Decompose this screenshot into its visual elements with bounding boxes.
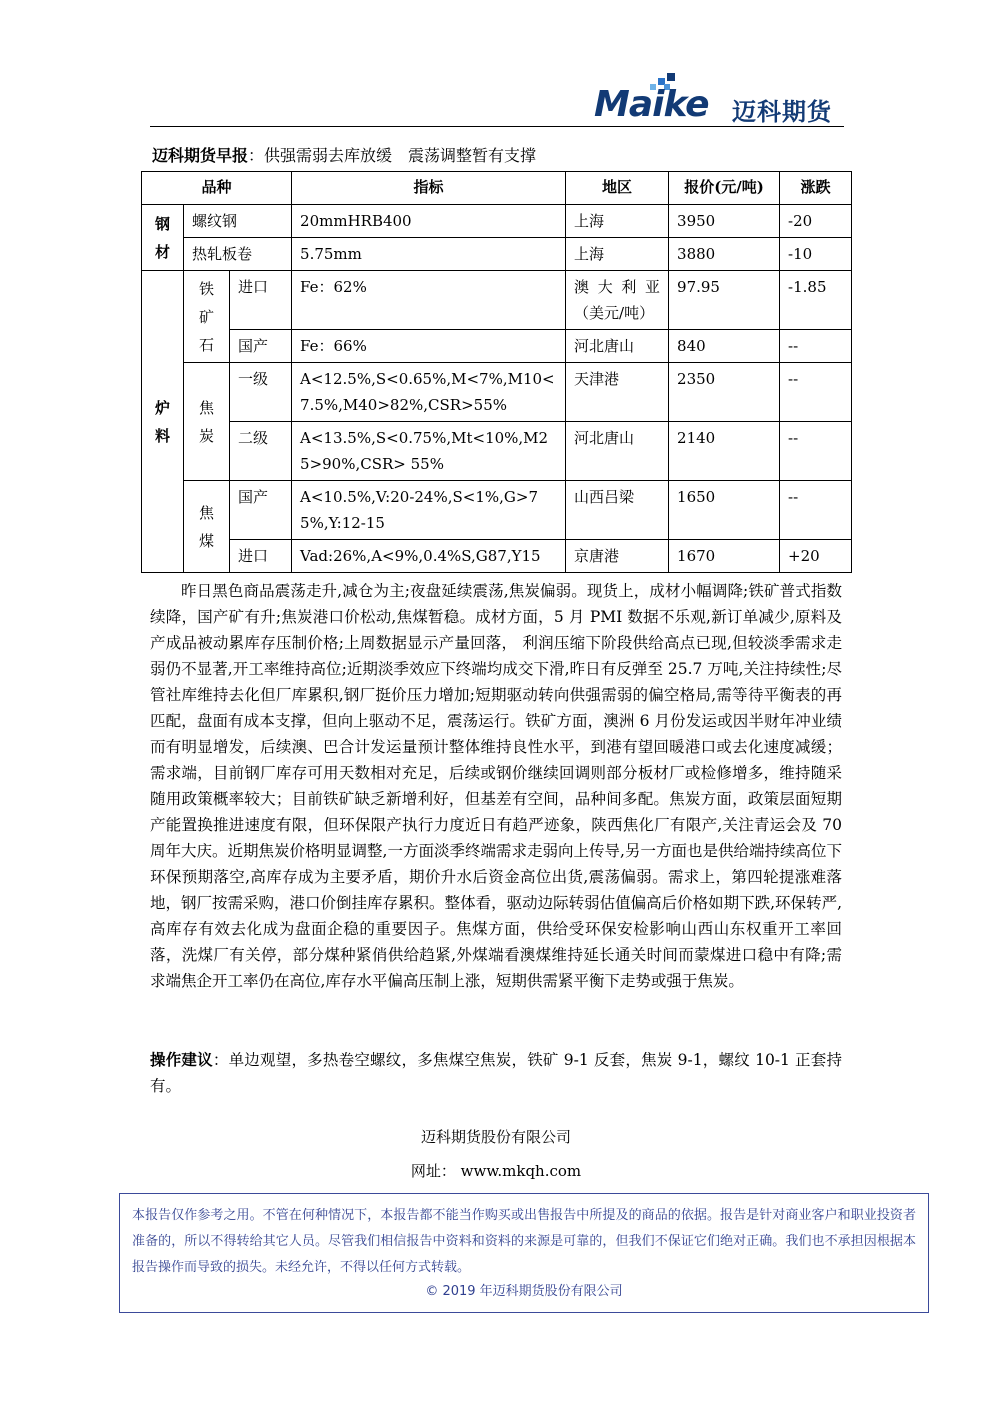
change-cell: -20: [780, 205, 852, 238]
spec-cell: A<12.5%,S<0.65%,M<7%,M10<7.5%,M40>82%,CSR>55%: [292, 363, 566, 422]
change-cell: --: [780, 363, 852, 422]
region-cell: 山西吕梁: [566, 481, 669, 540]
region-cell: 京唐港: [566, 540, 669, 573]
spec-cell: A<13.5%,S<0.75%,Mt<10%,M25>90%,CSR> 55%: [292, 422, 566, 481]
type-cell: 二级: [230, 422, 292, 481]
copyright: © 2019 年迈科期货股份有限公司: [425, 1284, 623, 1299]
spec-cell: Vad:26%,A<9%,0.4%S,G87,Y15: [292, 540, 566, 573]
price-cell: 1650: [669, 481, 780, 540]
type-cell: 国产: [230, 481, 292, 540]
report-title-rest: ：供强需弱去库放缓 震荡调整暂有支撑: [248, 146, 537, 165]
company-name: 迈科期货股份有限公司: [420, 1128, 571, 1146]
table-row: [142, 330, 852, 363]
advice-text: ：单边观望，多热卷空螺纹，多焦煤空焦炭，铁矿 9-1 反套，焦炭 9-1，螺纹 10-1 正套持有。: [150, 1051, 842, 1095]
subcategory-coke: 焦炭: [184, 363, 230, 481]
type-cell: 国产: [230, 330, 292, 363]
website-label: 网址：: [410, 1162, 456, 1180]
disclaimer-box: [119, 1193, 929, 1313]
header-variety: 品种: [142, 172, 292, 205]
company-logo: [592, 72, 842, 132]
price-cell: 3950: [669, 205, 780, 238]
price-cell: 2350: [669, 363, 780, 422]
region-unit: （美元/吨）: [574, 304, 655, 322]
market-commentary: [150, 578, 842, 994]
variety-name: 螺纹钢: [184, 205, 292, 238]
disclaimer-text: 本报告仅作参考之用。不管在何种情况下，本报告都不能当作购买或出售报告中所提及的商品的依据。报告是针对商业客户和职业投资者准备的，所以不得转给其它人员。尽管我们相信报告中资料和资料的来源是可靠的，但我们不保证它们绝对正确。我们也不承担因根据本报告操作而导致的损失。未经允许，不得以任何方式转载。: [132, 1208, 916, 1275]
commentary-paragraph: 昨日黑色商品震荡走升,减仓为主;夜盘延续震荡,焦炭偏弱。现货上，成材小幅调降;铁矿普式指数续降，国产矿有升;焦炭港口价松动,焦煤暂稳。成材方面，5 月 PMI 数据不乐观,新订单减少,原料及产成品被动累库存压制价格;上周数据显示产量回落， 利润压缩下阶段供给高点已现,但较淡季需求走弱仍不显著,开工率维持高位;近期淡季效应下终端均成交下滑,昨日有反弹至 25.7 万吨,关注持续性;尽管社库维持去化但厂库累积,钢厂挺价压力增加;短期驱动转向供强需弱的偏空格局,需等待平衡表的再匹配，盘面有成本支撑，但向上驱动不足，震荡运行。铁矿方面，澳洲 6 月份发运或因半财年冲业绩而有明显增发，后续澳、巴合计发运量预计整体维持良性水平，到港有望回暖港口或去化速度减缓；需求端，目前钢厂库存可用天数相对充足，后续或钢价继续回调则部分板材厂或检修增多，维持随采随用政策概率较大；目前铁矿缺乏新增利好，但基差有空间，品种间多配。焦炭方面，政策层面短期产能置换推进速度有限，但环保限产执行力度近日有趋严迹象，陕西焦化厂有限产,关注青运会及 70 周年大庆。近期焦炭价格明显调整,一方面淡季终端需求走弱向上传导,另一方面也是供给端持续高位下环保预期落空,高库存成为主要矛盾，期价升水后资金高位出货,震荡偏弱。需求上，第四轮提涨难落地，钢厂按需采购，港口价倒挂库存累积。整体看，驱动边际转弱估值偏高后价格如期下跌,环保转严,高库存有效去化成为盘面企稳的重要因子。焦煤方面，供给受环保安检影响山西山东权重开工率回落，洗煤厂有关停，部分煤种紧俏供给趋紧,外煤端看澳煤维持延长通关时间而蒙煤进口稳中有降;需求端焦企开工率仍在高位,库存水平偏高压制上涨，短期供需紧平衡下走势或强于焦炭。: [150, 582, 842, 990]
header-indicator: 指标: [292, 172, 566, 205]
website-line: [0, 1160, 992, 1181]
header-rule: [150, 126, 844, 127]
website-link[interactable]: www.mkqh.com: [460, 1162, 582, 1180]
price-cell: 2140: [669, 422, 780, 481]
type-cell: 进口: [230, 540, 292, 573]
report-title: [152, 143, 536, 166]
logo-wordmark: Maike: [594, 84, 709, 125]
header-price: 报价(元/吨): [669, 172, 780, 205]
type-cell: 进口: [230, 271, 292, 330]
price-cell: 840: [669, 330, 780, 363]
spec-cell: A<10.5%,V:20-24%,S<1%,G>75%,Y:12-15: [292, 481, 566, 540]
advice-label: 操作建议: [150, 1050, 213, 1069]
table-row: [142, 205, 852, 238]
report-title-bold: 迈科期货早报: [152, 146, 249, 165]
change-cell: -10: [780, 238, 852, 271]
table-header-row: [142, 172, 852, 205]
table-row: [142, 363, 852, 422]
variety-name: 热轧板卷: [184, 238, 292, 271]
table-row: [142, 540, 852, 573]
subcategory-coking-coal: 焦煤: [184, 481, 230, 573]
category-furnace: 炉料: [142, 271, 184, 573]
price-table: [141, 171, 852, 573]
type-cell: 一级: [230, 363, 292, 422]
logo-chinese-name: 迈科期货: [732, 98, 832, 126]
table-row: [142, 271, 852, 330]
spec-cell: Fe：62%: [292, 271, 566, 330]
change-cell: -1.85: [780, 271, 852, 330]
change-cell: --: [780, 422, 852, 481]
region-cell: 河北唐山: [566, 422, 669, 481]
price-cell: 97.95: [669, 271, 780, 330]
region-cell: 上海: [566, 238, 669, 271]
header-region: 地区: [566, 172, 669, 205]
header-change: 涨跌: [780, 172, 852, 205]
region-cell: 天津港: [566, 363, 669, 422]
region-line: 澳大利亚: [574, 278, 661, 296]
region-cell: 河北唐山: [566, 330, 669, 363]
spec-cell: 5.75mm: [292, 238, 566, 271]
table-row: [142, 422, 852, 481]
region-cell: 上海: [566, 205, 669, 238]
subcategory-iron-ore: 铁矿石: [184, 271, 230, 363]
trading-advice: [150, 1047, 842, 1099]
table-row: [142, 481, 852, 540]
category-steel: 钢材: [142, 205, 184, 271]
change-cell: +20: [780, 540, 852, 573]
change-cell: --: [780, 330, 852, 363]
change-cell: --: [780, 481, 852, 540]
price-cell: 1670: [669, 540, 780, 573]
spec-cell: 20mmHRB400: [292, 205, 566, 238]
spec-cell: Fe：66%: [292, 330, 566, 363]
price-cell: 3880: [669, 238, 780, 271]
table-row: [142, 238, 852, 271]
region-cell: [566, 271, 669, 330]
